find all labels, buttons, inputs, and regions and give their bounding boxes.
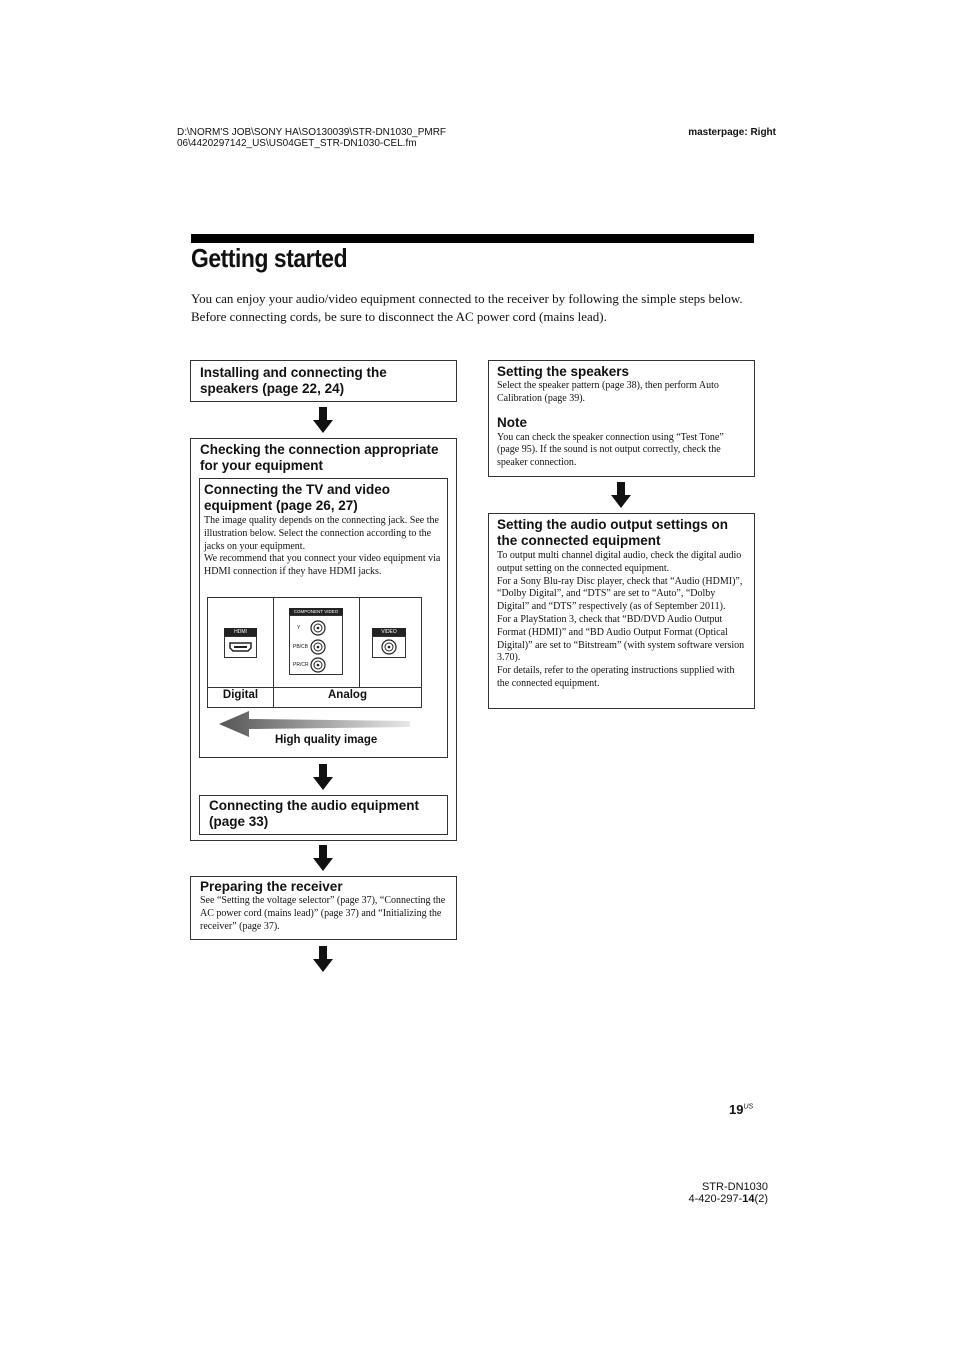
- audio-output-text-2: For a Sony Blu-ray Disc player, check that “Audio (HDMI)”, “Dolby Digital”, and “DTS” are set to “Auto”, “Dolby Digital” and “DTS” respectively (as of September 2011).: [497, 575, 743, 613]
- footer-code-prefix: 4-420-297-: [688, 1193, 743, 1205]
- file-path: [177, 127, 446, 149]
- step-preparing-receiver-text: See “Setting the voltage selector” (page 37), “Connecting the AC power cord (mains lead)” (page 37) and “Initializing the receiver” (page 37).: [200, 895, 446, 932]
- tv-video-text-2: We recommend that you connect your video equipment via HDMI connection if they have HDMI jacks.: [204, 553, 441, 578]
- intro-paragraph-2: Before connecting cords, be sure to disconnect the AC power cord (mains lead).: [191, 308, 607, 324]
- down-arrow-icon: [611, 482, 631, 508]
- step-preparing-receiver-heading: Preparing the receiver: [200, 879, 343, 894]
- masterpage-label: masterpage: Right: [688, 127, 776, 138]
- video-jack-icon: [372, 636, 406, 658]
- step-preparing-receiver: [190, 876, 457, 940]
- intro-text: [191, 290, 756, 325]
- substep-audio-equipment: [199, 795, 448, 835]
- component-video-label: COMPONENT VIDEO: [289, 608, 343, 615]
- step-install-speakers: [190, 360, 457, 402]
- title-rule: [191, 234, 754, 243]
- file-path-line1: D:\NORM'S JOB\SONY HA\SO130039\STR-DN1030_PMRF: [177, 127, 447, 138]
- step-install-speakers-heading: Installing and connecting the speakers (page 22, 24): [200, 365, 387, 396]
- footer-code-bold: 14: [742, 1193, 755, 1205]
- digital-label: Digital: [222, 689, 259, 701]
- step-setting-speakers-text: Select the speaker pattern (page 38), then perform Auto Calibration (page 39).: [497, 380, 719, 404]
- substep-tv-video-text: [204, 515, 443, 579]
- analog-label: Analog: [328, 689, 367, 701]
- substep-audio-equipment-heading: Connecting the audio equipment (page 33): [209, 798, 419, 829]
- note-heading: Note: [497, 414, 527, 430]
- pr-label: PR/CR: [293, 662, 309, 668]
- intro-paragraph-1: You can enjoy your audio/video equipment connected to the receiver by following the simple steps below.: [191, 291, 743, 306]
- down-arrow-icon: [313, 946, 333, 972]
- note-text: You can check the speaker connection using “Test Tone” (page 95). If the sound is not output correctly, check the speaker connection.: [497, 431, 724, 469]
- footer-code: [688, 1193, 768, 1205]
- step-audio-output-settings-heading: Setting the audio output settings on the connected equipment: [497, 517, 728, 548]
- video-label: VIDEO: [372, 628, 406, 636]
- pb-label: PB/CB: [293, 644, 309, 650]
- page-number: [729, 1102, 753, 1117]
- tv-video-text-1: The image quality depends on the connecting jack. See the illustration below. Select the connection according to the jacks on your equipment.: [204, 515, 439, 552]
- step-audio-output-settings: [488, 513, 755, 709]
- step-audio-output-settings-text: [497, 550, 746, 691]
- connection-diagram: [207, 597, 422, 708]
- footer: [688, 1181, 768, 1205]
- footer-model: STR-DN1030: [701, 1181, 768, 1193]
- file-path-line2: 06\4420297142_US\US04GET_STR-DN1030-CEL.fm: [177, 138, 417, 149]
- audio-output-text-3: For a PlayStation 3, check that “BD/DVD Audio Output Format (HDMI)” and “BD Audio Output Format (Optical Digital)” are set to “Bitstream” (with system software version 3.70).: [497, 613, 745, 664]
- quality-label: High quality image: [275, 734, 378, 746]
- substep-tv-video-heading: Connecting the TV and video equipment (page 26, 27): [204, 482, 391, 513]
- step-setting-speakers-heading: Setting the speakers: [497, 364, 630, 379]
- page-title: Getting started: [191, 243, 348, 273]
- footer-code-suffix: (2): [754, 1193, 768, 1205]
- down-arrow-icon: [313, 764, 333, 790]
- down-arrow-icon: [313, 845, 333, 871]
- page-number-value: 19: [729, 1102, 744, 1117]
- audio-output-text-1: To output multi channel digital audio, check the digital audio output setting on the connected equipment.: [497, 550, 742, 574]
- y-label: Y: [297, 625, 301, 631]
- step-setting-speakers: [488, 360, 755, 477]
- page-number-suffix: US: [743, 1103, 754, 1111]
- hdmi-jack-icon: [224, 636, 257, 658]
- down-arrow-icon: [313, 407, 333, 433]
- step-check-connection-heading: Checking the connection appropriate for your equipment: [200, 442, 439, 473]
- audio-output-text-4: For details, refer to the operating instructions supplied with the connected equipment.: [497, 665, 735, 689]
- hdmi-label: HDMI: [224, 628, 257, 636]
